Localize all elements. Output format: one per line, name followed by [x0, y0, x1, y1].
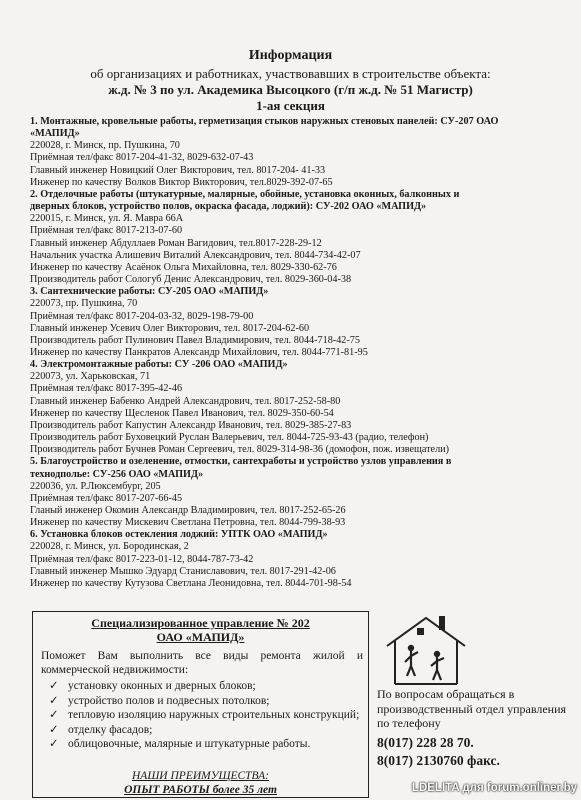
service-item [43, 737, 363, 752]
contact-line: Производитель работ Бучнев Роман Сергеевич, тел. 8029-314-98-36 (домофон, пож. извещатели) [30, 444, 449, 456]
organizations-list [30, 116, 570, 590]
checkmark-icon: ✓ [49, 709, 59, 722]
section-heading-line: 3. Сантехнические работы: СУ-205 ОАО «МАПИД» [30, 286, 269, 298]
contact-phone: 8(017) 228 28 70. [377, 735, 474, 750]
house-builders-logo [381, 614, 471, 686]
contact-text: По вопросам обращаться в производственный отдел управления по телефону [377, 687, 567, 730]
contact-line: Инженер по качеству Щесленок Павел Иванович, тел. 8029-350-60-54 [30, 407, 334, 419]
advert-title: Специализированное управление № 202 [91, 616, 310, 630]
contact-line: Производитель работ Пулинович Павел Владимирович, тел. 8044-718-42-75 [30, 334, 360, 346]
contact-line: Приёмная тел/факс 8017-213-07-60 [30, 225, 183, 237]
object-title: ж.д. № 3 по ул. Академика Высоцкого (г/п ж.д. № 51 Магистр) [108, 82, 473, 97]
checkmark-icon: ✓ [49, 694, 59, 707]
contact-line: 220073, ул. Харьковская, 71 [30, 371, 151, 383]
checkmark-icon: ✓ [49, 680, 59, 692]
section-title: 1-ая секция [256, 98, 325, 113]
contact-line: Гланый инженер Окомин Александр Владимирович, тел. 8017-252-65-26 [30, 505, 346, 516]
service-item [43, 679, 363, 694]
contact-line: 220073, пр. Пушкина, 70 [30, 298, 138, 310]
service-item [43, 708, 363, 723]
contact-line: Инженер по качеству Панкратов Александр Михайлович, тел. 8044-771-81-95 [30, 346, 368, 358]
contact-line: Приёмная тел/факс 8017-207-66-45 [30, 492, 183, 504]
watermark: LDELITA для forum.onliner.by [411, 782, 577, 794]
section-heading-line: 6. Установка блоков остекления лоджий: УПТК ОАО «МАПИД» [30, 529, 328, 541]
services-list [43, 679, 363, 752]
contact-line: 220028, г. Минск, пр. Пушкина, 70 [30, 140, 180, 152]
doc-subtitle: об организациях и работниках, участвовавших в строительстве объекта: [90, 66, 491, 81]
service-item-text: установку оконных и дверных блоков; [68, 680, 256, 692]
contact-line: Главный инженер Мышко Эдуард Станиславович, тел. 8017-291-42-06 [30, 565, 336, 577]
advert-intro: Поможет Вам выполнить все виды ремонта жилой и коммерческой недвижимости: [41, 650, 363, 676]
contact-line: 220015, г. Минск, ул. Я. Мавра 66А [30, 213, 184, 225]
contact-line: Приёмная тел/факс 8017-204-03-32, 8029-198-79-00 [30, 310, 254, 322]
contact-line: Инженер по качеству Мискевич Светлана Петровна, тел. 8044-799-38-93 [30, 517, 346, 529]
advert-box [32, 611, 369, 798]
service-item [43, 723, 363, 738]
advert-company: ОАО «МАПИД» [156, 630, 245, 644]
contact-line: Приёмная тел/факс 8017-204-41-32, 8029-632-07-43 [30, 152, 254, 164]
contact-line: Главный инженер Новицкий Олег Викторович, тел. 8017-204- 41-33 [30, 164, 326, 176]
section-heading-line: 2. Отделочные работы (штукатурные, малярные, обойные, установка оконных, балконных и [30, 188, 460, 200]
section-heading-line: 1. Монтажные, кровельные работы, герметизация стыков наружных стеновых панелей: СУ-207 ОАО [30, 116, 499, 127]
section-heading-line: 4. Электромонтажные работы: СУ -206 ОАО «МАПИД» [30, 359, 288, 371]
section-heading-line: технодполье: СУ-256 ОАО «МАПИД» [30, 468, 204, 480]
service-item-text: отделку фасадов; [68, 723, 153, 736]
contact-line: Главный инженер Бабенко Андрей Александрович, тел. 8017-252-58-80 [30, 395, 341, 407]
contact-line: Инженер по качеству Кутузова Светлана Леонидовна, тел. 8044-701-98-54 [30, 577, 352, 589]
service-item [43, 694, 363, 709]
service-item-text: облицовочные, малярные и штукатурные работы. [68, 738, 311, 751]
checkmark-icon: ✓ [49, 738, 59, 751]
contact-line: Производитель работ Буховецкий Руслан Валерьевич, тел. 8044-725-93-43 (радио, телефон) [30, 432, 429, 444]
contact-line: Главный инженер Усевич Олег Викторович, тел. 8017-204-62-60 [30, 322, 310, 334]
checkmark-icon: ✓ [49, 723, 59, 736]
contact-line: Производитель работ Капустин Александр Иванович, тел. 8029-385-27-83 [30, 419, 352, 431]
section-heading-line: дверных блоков, устройство полов, окраска фасада, лоджий): СУ-202 ОАО «МАПИД» [30, 201, 427, 213]
contact-line: Инженер по качеству Волков Виктор Викторович, тел.8029-392-07-65 [30, 176, 333, 188]
section-heading-line: «МАПИД» [30, 128, 80, 140]
contact-line: Приёмная тел/факс 8017-223-01-12, 8044-787-73-42 [30, 553, 254, 565]
contact-line: Приёмная тел/факс 8017-395-42-46 [30, 383, 183, 395]
contact-box [369, 611, 581, 798]
doc-title: Информация [248, 48, 333, 63]
contact-line: Инженер по качеству Асаёнок Ольга Михайловна, тел. 8029-330-62-76 [30, 261, 337, 273]
service-item-text: тепловую изоляцию наружных строительных конструкций; [68, 709, 360, 722]
section-heading-line: 5. Благоустройство и озеленение, отмостки, сантехработы и устройство узлов управления в [30, 456, 452, 468]
experience-label: ОПЫТ РАБОТЫ более 35 лет [124, 784, 277, 796]
contact-line: Начальник участка Алишевич Виталий Александрович, тел. 8044-734-42-07 [30, 249, 361, 261]
service-item-text: устройство полов и подвесных потолков; [68, 694, 270, 707]
contact-line: 220028, г. Минск, ул. Бородинская, 2 [30, 541, 189, 553]
contact-line: Производитель работ Сологуб Денис Александрович, тел. 8029-360-04-38 [30, 274, 352, 286]
advantages-label: НАШИ ПРЕИМУЩЕСТВА: [131, 770, 269, 782]
contact-line: 220036, ул. Р.Люксембург, 205 [30, 480, 161, 492]
contact-fax: 8(017) 2130760 факс. [377, 753, 500, 768]
contact-line: Главный инженер Абдуллаев Роман Вагидович, тел.8017-228-29-12 [30, 237, 322, 249]
